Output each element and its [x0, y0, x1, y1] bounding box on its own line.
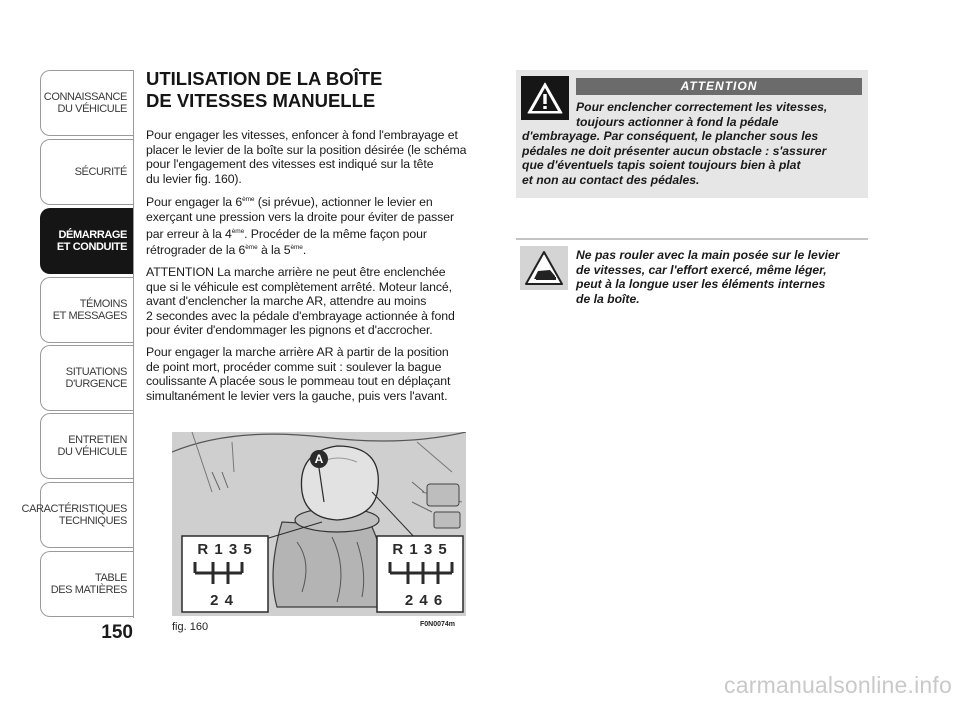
sidebar-item-connaissance[interactable]: CONNAISSANCE DU VÉHICULE	[40, 70, 133, 136]
sidebar-item-entretien[interactable]: ENTRETIEN DU VÉHICULE	[40, 413, 133, 479]
gear-lever-illustration	[172, 432, 466, 616]
page-number: 150	[101, 622, 133, 643]
sidebar-divider	[133, 70, 134, 618]
attention-text: Pour enclencher correctement les vitesses, toujours actionner à fond la pédale d'embrayage. Par conséquent, le plancher sous les pédales ne doit présenter aucun obstacle : s'assurer que d'éventuels tapis soient toujours bien à plat et non au contact des pédales.	[522, 100, 828, 187]
chapter-sidebar	[21, 70, 133, 618]
pattern-left-bottom: 2 4	[210, 592, 234, 609]
section-title: UTILISATION DE LA BOÎTE DE VITESSES MANUELLE	[146, 68, 383, 111]
attention-heading: ATTENTION	[576, 78, 862, 95]
sidebar-item-situations[interactable]: SITUATIONS D'URGENCE	[40, 345, 133, 411]
note-text: Ne pas rouler avec la main posée sur le levier de vitesses, car l'effort exercé, même léger, peut à la longue user les éléments internes de la boîte.	[576, 248, 840, 306]
figure-code: F0N0074m	[420, 621, 456, 628]
figure-caption: fig. 160	[172, 621, 209, 633]
pattern-right-bottom: 2 4 6	[404, 592, 444, 609]
paragraph-reverse-procedure: Pour engager la marche arrière AR à partir de la position de point mort, procéder comme suit : soulever la bague coulissante A placée sous le pommeau tout en déplaçant simultanément le levier vers la gauche, puis vers l'avant.	[146, 345, 451, 403]
paragraph-sixth-gear: Pour engager la 6ème (si prévue), actionner le levier en exerçant une pression vers la droite pour éviter de passer par erreur à la 4ème. Procéder de la même façon pour rétrograder de la 6ème à la 5ème.	[146, 195, 454, 258]
sidebar-item-demarrage[interactable]: DÉMARRAGE ET CONDUITE	[40, 208, 133, 274]
paragraph-engage: Pour engager les vitesses, enfoncer à fond l'embrayage et placer le levier de la boîte sur la position désirée (le schéma pour l'engagement des vitesses est indiqué sur la tête du levier fig. 160).	[146, 128, 467, 186]
section-body	[146, 128, 496, 410]
watermark: carmanualsonline.info	[724, 672, 952, 698]
paragraph-reverse-warning: ATTENTION La marche arrière ne peut être enclenchée que si le véhicule est complètement arrêté. Moteur lancé, avant d'enclencher la marche AR, attendre au moins 2 secondes avec la pédale d'embrayage actionnée à fond pour éviter d'endommager les pignons et d'accrocher.	[146, 265, 455, 338]
gear-lever-figure	[172, 432, 466, 616]
figure-marker-a: A	[314, 452, 324, 466]
hand-on-lever-warning-icon	[520, 246, 568, 290]
pattern-left-top: R 1 3 5	[197, 541, 253, 558]
sidebar-item-securite[interactable]: SÉCURITÉ	[40, 139, 133, 205]
pattern-right-top: R 1 3 5	[392, 541, 448, 558]
sidebar-item-temoins[interactable]: TÉMOINS ET MESSAGES	[40, 277, 133, 343]
sidebar-item-caracteristiques[interactable]: CARACTÉRISTIQUES TECHNIQUES	[40, 482, 133, 548]
sidebar-item-table[interactable]: TABLE DES MATIÈRES	[40, 551, 133, 617]
